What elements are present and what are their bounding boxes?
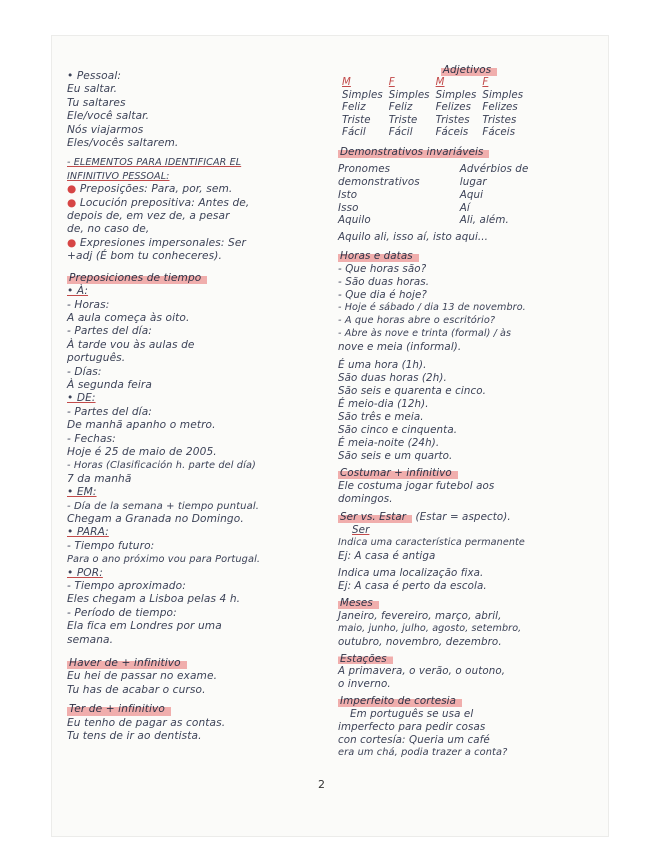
a-horas: - Horas: [67,298,110,311]
cell: Simples [482,89,524,101]
adverbio-item: Aqui [459,188,484,201]
time-line: É meio-dia (12h). [338,398,429,411]
elem-loc-2: depois de, em vez de, a pesar [67,210,230,223]
elem-expr-2: +adj (É bom tu conheceres). [67,250,222,263]
heading-meses: Meses [338,597,379,610]
heading-costumar: Costumar + infinitivo [338,467,458,480]
pessoal-title: • Pessoal: [67,70,122,82]
table-row [342,90,529,103]
horas-line: - Que dia é hoje? [338,288,428,301]
para-ex: Para o ano próximo vou para Portugal. [67,554,261,566]
a-dias-ex: À segunda feira [67,378,152,391]
haver-ex-2: Tu has de acabar o curso. [67,683,206,696]
table-row [342,115,529,128]
em-ex: Chegam a Granada no Domingo. [67,513,244,525]
cell: Simples [388,89,430,101]
ser-subtitle: Ser [352,524,370,537]
bullet-icon: ● [67,183,80,196]
ter-ex-1: Eu tenho de pagar as contas. [67,716,226,729]
pronome-item: Isto [338,188,358,201]
de-fechas-ex: Hoje é 25 de maio de 2005. [67,445,217,458]
a-title: • À: [67,285,89,298]
horas-line: - A que horas abre o escritório? [338,314,496,326]
por-ex-2: Ela fica em Londres por uma [67,620,222,633]
adverbios-column [460,163,529,228]
pronomes-column [338,163,420,228]
meses-line: maio, junho, julho, agosto, setembro, [338,622,522,634]
de-partes: - Partes del día: [67,405,152,418]
bullet-icon: ● [67,196,80,209]
ter-ex-2: Tu tens de ir ao dentista. [67,730,202,743]
cell: Tristes [435,114,470,126]
pronome-item: Isso [338,201,359,214]
ser-line: Ej: A casa é antiga [338,550,436,563]
cell: Felizes [435,102,472,114]
horas-line: nove e meia (informal). [338,340,462,353]
de-horas: - Horas (Clasificación h. parte del día) [67,460,256,472]
por-rule: - Tiempo aproximado: [67,580,186,593]
ser-line: Indica uma característica permanente [338,537,525,549]
heading-ser-estar: Ser vs. Estar [338,511,412,524]
pessoal-line: Eles/vocês saltarem. [67,137,179,150]
table-row [342,127,529,140]
elementos-title: - ELEMENTOS PARA IDENTIFICAR EL [67,157,242,169]
estar-line: Ej: A casa é perto da escola. [338,579,487,592]
horas-line: - Hoje é sábado / dia 13 de novembro. [338,301,526,313]
imperfeito-line: imperfecto para pedir cosas [338,721,486,734]
heading-imperfeito: Imperfeito de cortesia [338,695,462,708]
left-column [67,70,337,744]
horas-line: - São duas horas. [338,276,430,289]
pronomes-header-2: demonstrativos [338,175,420,188]
para-title: • PARA: [67,526,109,539]
adverbios-header-2: lugar [459,175,487,188]
adverbio-item: Ali, além. [459,214,509,227]
estacoes-line: A primavera, o verão, o outono, [338,665,506,678]
a-partes: - Partes del día: [67,325,152,338]
time-line: São seis e quarenta e cinco. [338,385,487,398]
right-column [338,64,600,760]
elem-prep: Preposições: Para, por, sem. [79,183,233,196]
heading-adjetivos: Adjetivos [441,64,497,77]
bullet-icon: ● [67,236,80,249]
de-partes-ex: De manhã apanho o metro. [67,419,216,432]
time-line: São três e meia. [338,411,424,424]
cell: Triste [388,114,418,126]
time-line: São duas horas (2h). [338,372,447,385]
a-partes-ex-2: português. [67,352,126,365]
aquilo-example: Aquilo ali, isso aí, isto aqui... [338,231,489,244]
em-title: • EM: [67,486,97,499]
adverbios-header: Advérbios de [459,162,529,175]
por-ex: Eles chegam a Lisboa pelas 4 h. [67,593,241,606]
time-line: É uma hora (1h). [338,359,427,372]
de-horas-ex: 7 da manhã [67,472,132,485]
pessoal-line: Nós viajarmos [67,123,144,136]
horas-line: - Que horas são? [338,263,427,276]
para-rule: - Tiempo futuro: [67,539,155,552]
cell: Feliz [388,102,413,114]
heading-estacoes: Estações [338,653,393,666]
de-fechas: - Fechas: [67,432,116,445]
pronomes-header: Pronomes [338,162,391,175]
table-row [342,102,529,115]
header-f-pl: F [482,76,489,88]
demonstrativos-columns [338,163,600,228]
adverbio-item: Aí [459,201,470,214]
por-ex-3: semana. [67,633,114,646]
elementos-title-2: INFINITIVO PESSOAL: [67,170,170,182]
por-title: • POR: [67,566,103,579]
heading-ter: Ter de + infinitivo [67,703,171,716]
elem-loc-3: de, no caso de, [67,223,150,236]
haver-ex-1: Eu hei de passar no exame. [67,670,218,683]
heading-horas: Horas e datas [338,250,419,263]
pessoal-line: Eu saltar. [67,83,118,96]
header-m-pl: M [435,76,445,88]
heading-demonstrativos: Demonstrativos invariáveis [338,146,489,159]
costumar-ex: Ele costuma jogar futebol aos [338,479,495,492]
a-horas-ex: A aula começa às oito. [67,311,190,324]
meses-line: Janeiro, fevereiro, março, abril, [338,609,502,622]
ser-estar-note: (Estar = aspecto). [415,511,511,524]
page-number: 2 [318,778,325,791]
time-line: É meia-noite (24h). [338,436,440,449]
cell: Simples [435,89,477,101]
imperfeito-line: Em português se usa el [350,708,474,721]
adjetivos-table [342,77,529,140]
a-dias: - Días: [67,365,102,378]
heading-preposiciones: Preposiciones de tiempo [67,272,207,285]
header-m: M [342,76,351,88]
notebook-page [52,36,608,836]
cell: Tristes [482,114,517,126]
por-rule-2: - Período de tiempo: [67,606,177,619]
cell: Simples [342,89,383,101]
elem-loc: Locución prepositiva: Antes de, [79,196,250,209]
meses-line: outubro, novembro, dezembro. [338,635,502,648]
cell: Fáceis [482,127,516,139]
pessoal-line: Tu saltares [67,96,126,109]
costumar-ex-2: domingos. [338,492,393,505]
time-line: São cinco e cinquenta. [338,424,458,436]
heading-haver: Haver de + infinitivo [67,657,187,670]
pessoal-line: Ele/você saltar. [67,110,150,123]
em-rule: - Día de la semana + tiempo puntual. [67,500,259,512]
cell: Fácil [342,127,366,139]
pronome-item: Aquilo [338,214,371,227]
table-row [342,77,529,90]
horas-line: - Abre às nove e trinta (formal) / às [338,327,512,339]
cell: Fáceis [435,127,469,139]
time-line: São seis e um quarto. [338,449,453,462]
imperfeito-line: era um chá, podia trazer a conta? [338,746,508,758]
a-partes-ex: À tarde vou às aulas de [67,338,195,351]
estar-line: Indica uma localização fixa. [338,567,484,580]
cell: Felizes [482,102,518,114]
header-f: F [388,76,395,88]
cell: Feliz [342,102,366,114]
estacoes-line: o inverno. [338,678,391,691]
cell: Triste [342,114,371,126]
imperfeito-line: con cortesía: Queria um café [338,733,490,746]
de-title: • DE: [67,392,96,405]
cell: Fácil [388,127,413,139]
elem-expr: Expresiones impersonales: Ser [79,236,246,249]
